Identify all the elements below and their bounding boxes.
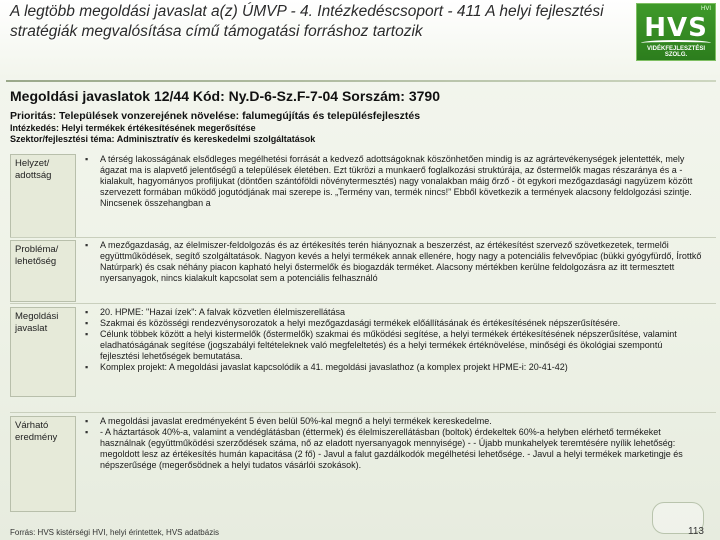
proposal-bullet-4: ▪ Komplex projekt: A megoldási javaslat kapcsolódik a 41. megoldási javaslathoz (a komplex projekt HPME-i: 20-41-42) (80, 362, 702, 373)
situation-bullet-1: ▪ A térség lakosságának elsődleges megélhetési forrását a kedvező adottságoknak köszönhetően mindig is az agrártevékenységek jelentették, mely ágazat ma is alapvető jelentőségű a települések életében. Ezt tükrözi a munkaerő foglalkozási struktúrája, az őstermelők magas részaránya és a - kialakult, hagyományos profiljukat (döntően szántóföldi növénytermesztés) nagy vonalakban máig őrző - öt egykori mezőgazdasági nagyüzem között szervezett formában működő jogutódjának mai szerepe is. „Termény van, termék nincs!” Ebből következik a termények alacsony feldolgozási szintje. Nincsenek összehangban a (80, 154, 702, 209)
row-separator (10, 303, 716, 304)
logo-top-text: HVI (700, 6, 711, 12)
label-problem: Probléma/ lehetőség (10, 240, 76, 302)
page-number: 113 (688, 526, 704, 537)
label-expected-result: Várható eredmény (10, 416, 76, 512)
result-bullet-2: ▪ - A háztartások 40%-a, valamint a vendéglátásban (éttermek) és élelmiszerellátásban (boltok) érdekeltek 60%-a helyben elérhető termékeket használnak (együttműködési szerződések száma, nő az eladott nyersanyagok mennyisége) - - Újabb munkahelyek teremtésére nyílik lehetőség: megoldott lesz az értékesítés humán kapacitása (2 fő) - Javul a falut gazdálkodók megélhetési lehetősége. - Javul a helyi termékek marketingje és népszerűsége (megerősödnek a helyi tudatos vásárlói szokások). (80, 427, 702, 471)
sector-line: Szektor/fejlesztési téma: Adminisztratív és kereskedelmi szolgáltatások (10, 134, 316, 144)
content-situation (80, 154, 702, 209)
header-divider (6, 80, 716, 82)
label-situation: Helyzet/ adottság (10, 154, 76, 238)
content-proposal (80, 307, 702, 373)
page-title: Megoldási javaslatok 12/44 Kód: Ny.D-6-Sz.F-7-04 Sorszám: 3790 (10, 88, 441, 104)
logo-main-text: HVS (644, 13, 708, 43)
footer-source: Forrás: HVS kistérségi HVI, helyi érintettek, HVS adatbázis (10, 528, 219, 537)
proposal-bullet-2: ▪ Szakmai és közösségi rendezvénysorozatok a helyi mezőgazdasági termékek előállításának és értékesítésének népszerűsítésére. (80, 318, 702, 329)
content-problem (80, 240, 702, 284)
header-title: A legtöbb megoldási javaslat a(z) ÚMVP - 4. Intézkedéscsoport - 411 A helyi fejlesztési stratégiák megvalósítása című támogatási forráshoz tartozik (10, 3, 604, 40)
row-separator (10, 412, 716, 413)
logo-sub-text: VIDÉKFEJLESZTÉSI SZOLG. (646, 46, 705, 58)
hvs-logo (636, 3, 716, 61)
problem-bullet-1: ▪ A mezőgazdaság, az élelmiszer-feldolgozás és az értékesítés terén hiányoznak a beszerzést, az értékesítést szervező szövetkezetek, termelői együttműködések, segítő szolgáltatások. Nagyon kevés a helyi termékek annak ellenére, hogy nagy a potenciális felvevőpiac (bükki gyógyfürdő, Írottkő Natúrpark) és csak néhány piacon kapható helyi őstermelők és biogazdák terméket. Alacsony mértékben kerülne feldolgozásra az itt termesztett nyersanyagok, nincs kialakult kapcsolat sem a potenciális felhasználó (80, 240, 702, 284)
row-separator (10, 237, 716, 238)
measure-line: Intézkedés: Helyi termékek értékesítésének megerősítése (10, 123, 256, 133)
result-bullet-1: ▪ A megoldási javaslat eredményeként 5 éven belül 50%-kal megnő a helyi termékek kereskedelme. (80, 416, 702, 427)
proposal-bullet-3: ▪ Célunk többek között a helyi kistermelők (őstermelők) szakmai és működési segítése, a helyi termékek értékesítésének népszerűsítése, valamint eladhatóságának segítése (jogszabályi feltételeknek való megfeleltetés) és a helyi termékek értéknövelése, minőségi és ökológiai szempontú fejlesztési lehetőségek bemutatása. (80, 329, 702, 362)
proposal-bullet-1: ▪ 20. HPME: "Hazai ízek": A falvak közvetlen élelmiszerellátása (80, 307, 702, 318)
label-proposal: Megoldási javaslat (10, 307, 76, 397)
content-expected-result (80, 416, 702, 471)
priority-line: Prioritás: Települések vonzerejének növelése: falumegújítás és településfejlesztés (10, 110, 421, 122)
